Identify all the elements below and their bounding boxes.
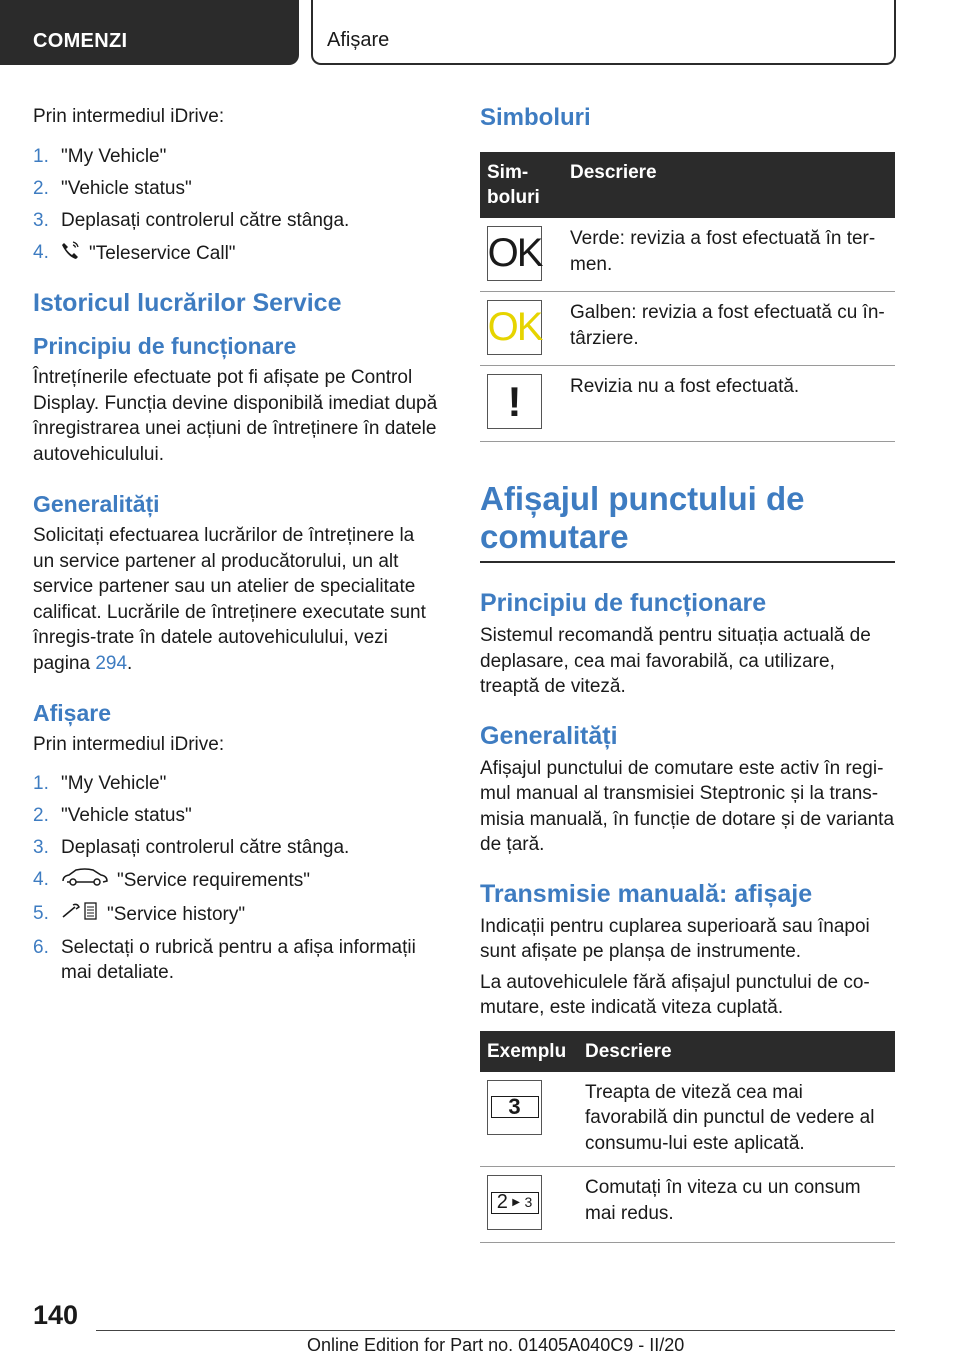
table-row [480,1167,895,1243]
principle-text: Întrețínerile efectuate pot fi afișate pe Control Display. Funcția devine disponibilă imediat după înregistrarea unei acțiuni de întreținere în datele autovehiculului. [33,367,438,465]
heading-display: Afișare [33,700,111,726]
list-item: 1. "My Vehicle" [33,772,167,794]
chapter-title: Afișare [327,29,390,51]
car-icon [61,867,109,895]
footer-rule [96,1330,895,1331]
heading-symbols: Simboluri [480,104,591,131]
heading-principle: Principiu de funcționare [33,333,297,359]
manual-text-1: Indicații pentru cuplarea superioară sau înapoi sunt afișate pe planșa de instrumente. [480,915,870,962]
page-link[interactable]: 294 [95,652,128,674]
heading-shift-point: Afișajul punctului de comutare [480,480,805,555]
heading-service-history: Istoricul lucrărilor Service [33,289,342,317]
table-row [480,366,895,442]
heading-principle-right: Principiu de funcționare [480,589,767,617]
table-header [480,152,895,218]
list-item: 3. Deplasați controlerul către stânga. [33,836,350,858]
list-item: 2. "Vehicle status" [33,177,192,199]
symbol-description: Verde: revizia a fost efectuată în ter-men. [563,218,895,292]
general-text-right: Afișajul punctului de comutare este activ în regi-mul manual al transmisiei Steptronic și la trans-misia manuală, în funcție de dotare și de varianta de țară. [480,757,895,855]
example-description: Comutați în viteza cu un consum mai redus. [578,1167,895,1243]
table-header [480,1031,895,1072]
section-tab [0,0,299,65]
col-header-symbols: Sim-boluri [480,152,563,218]
edition-text: Online Edition for Part no. 01405A040C9 - II/20 [307,1335,685,1355]
list-item: 2. "Vehicle status" [33,804,192,826]
principle-text-right: Sistemul recomandă pentru situația actuală de deplasare, cea mai favorabilă, ca utilizare, treaptă de viteză. [480,625,871,697]
page-number: 140 [33,1300,79,1330]
symbols-table [480,152,895,442]
list-item: 4. "Service requirements" [33,867,438,895]
ok-yellow-symbol: OK [487,300,542,355]
table-row [480,218,895,292]
arrow-right-icon: ▶ [512,1196,520,1208]
left-column [33,98,438,992]
col-header-example: Exemplu [480,1031,578,1072]
list-item: 5. "Service history" [33,901,438,929]
list-item: 1. "My Vehicle" [33,145,167,167]
steps-list-2 [33,771,438,986]
teleservice-phone-icon [61,240,81,268]
col-header-description: Descriere [578,1031,895,1072]
symbol-description: Revizia nu a fost efectuată. [563,366,895,442]
table-row [480,1072,895,1167]
steps-list-1 [33,144,438,268]
section-title: COMENZI [33,30,128,52]
manual-text-2: La autovehiculele fără afișajul punctului de co-mutare, este indicată viteza cuplată. [480,971,870,1018]
example-table [480,1031,895,1244]
heading-rule [480,561,895,563]
ok-green-symbol: OK [487,226,542,281]
shift-up-symbol: 2 ▶ 3 [487,1175,542,1230]
chapter-tab [311,0,896,65]
example-description: Treapta de viteză cea mai favorabilă din punctul de vedere al consumu-lui este aplicată. [578,1072,895,1167]
intro-text-2: Prin intermediul iDrive: [33,734,225,755]
service-history-icon [61,901,99,929]
heading-general-right: Generalități [480,721,618,750]
exclamation-symbol: ! [487,374,542,429]
symbol-description: Galben: revizia a fost efectuată cu în-târziere. [563,292,895,366]
right-column [480,98,895,1243]
intro-text: Prin intermediul iDrive: [33,106,225,127]
general-text: Solicitați efectuarea lucrărilor de întreținere la un service partener al producătorului, un alt service partener sau un atelier de specialitate calificat. Lucrările de întreținere executate sunt înregis-trate în datele autovehiculului, vezi pagina 294. [33,525,426,674]
heading-manual-transmission: Transmisie manuală: afișaje [480,879,813,908]
col-header-description: Descriere [563,152,895,218]
table-row [480,292,895,366]
heading-general: Generalități [33,491,160,517]
list-item: 4. "Teleservice Call" [33,240,438,268]
list-item: 6. Selectați o rubrică pentru a afișa informații mai detaliate. [33,936,416,983]
gear-display-symbol: 3 [487,1080,542,1135]
list-item: 3. Deplasați controlerul către stânga. [33,209,350,231]
